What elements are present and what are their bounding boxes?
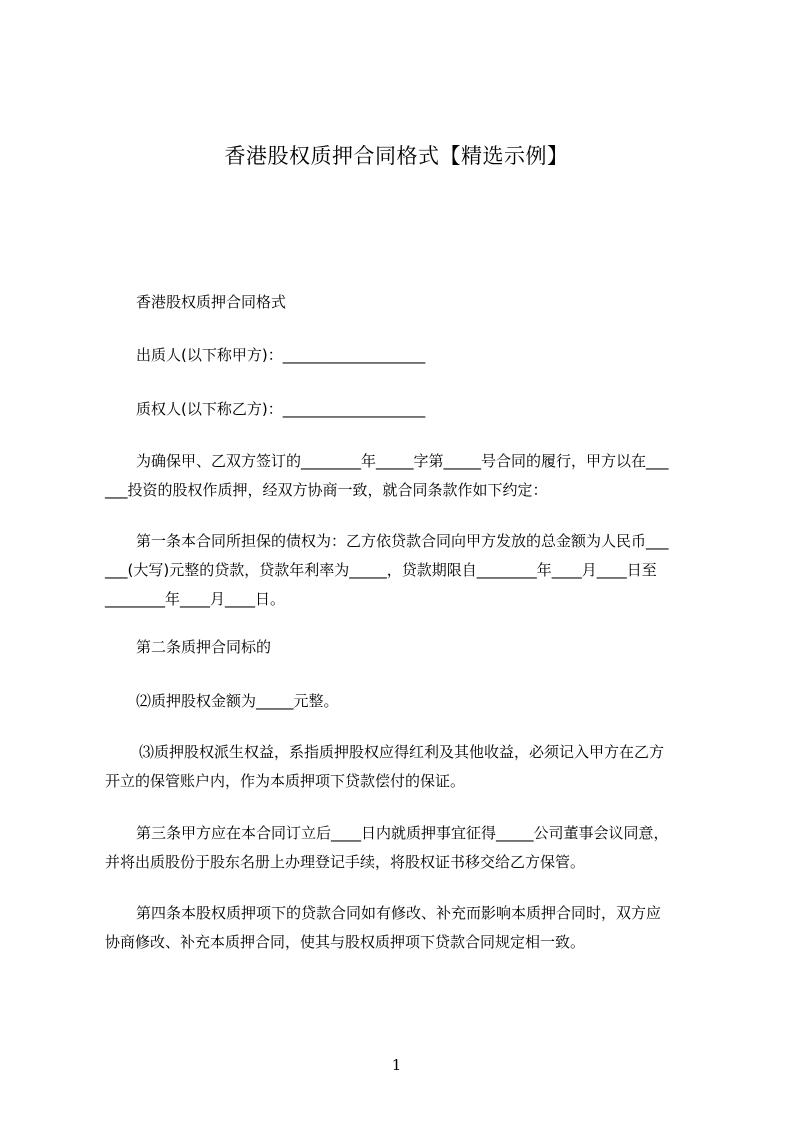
article-1-line-1: 第一条本合同所担保的债权为：乙方依贷款合同向甲方发放的总金额为人民币___ (136, 532, 669, 550)
intro-line-1: 为确保甲、乙双方签订的________年_____字第_____号合同的履行，甲方以在___ (136, 452, 669, 470)
article-3-line-2: 并将出质股份于股东名册上办理登记手续，将股权证书移交给乙方保管。 (105, 853, 586, 871)
article-2-heading: 第二条质押合同标的 (136, 638, 272, 656)
pledgor-line: 出质人(以下称甲方)：___________________ (136, 346, 426, 364)
intro-paragraph (105, 447, 705, 505)
page-number: 1 (391, 1056, 402, 1074)
article-3-paragraph (105, 819, 705, 877)
article-3-line-1: 第三条甲方应在本合同订立后____日内就质押事宜征得_____公司董事会议同意， (136, 824, 669, 842)
article-4-line-2: 协商修改、补充本质押合同，使其与股权质押项下贷款合同规定相一致。 (105, 933, 586, 951)
item-3-line-1: ⑶质押股权派生权益，系指质押股权应得红利及其他收益，必须记入甲方在乙方 (139, 743, 665, 761)
article-1-paragraph (105, 527, 705, 614)
article-4-line-1: 第四条本股权质押项下的贷款合同如有修改、补充而影响本质押合同时，双方应 (136, 904, 662, 922)
article-1-line-3: ________年____月____日。 (105, 590, 286, 608)
contract-heading: 香港股权质押合同格式 (136, 293, 287, 311)
article-4-paragraph (105, 899, 705, 957)
document-title: 香港股权质押合同格式【精选示例】 (224, 144, 569, 168)
article-1-line-2: ___(大写)元整的贷款，贷款年利率为_____，贷款期限自________年____月____日至 (105, 561, 657, 579)
intro-line-2: ___投资的股权作质押，经双方协商一致，就合同条款作如下约定： (105, 481, 548, 499)
item-3-line-2: 开立的保管账户内，作为本质押项下贷款偿付的保证。 (105, 772, 466, 790)
pledgee-line: 质权人(以下称乙方)：___________________ (136, 400, 426, 418)
item-3-paragraph (105, 738, 705, 796)
item-2-paragraph: ⑵质押股权金额为_____元整。 (136, 692, 339, 710)
